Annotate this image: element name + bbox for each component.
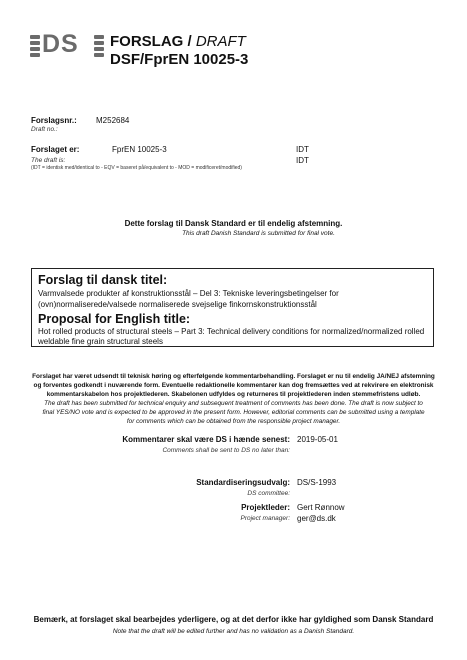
idt-value-2: IDT [296, 156, 309, 165]
manager-label: Projektleder: [241, 503, 290, 512]
title-draft: DRAFT [195, 33, 246, 50]
notice-danish-line-1: Forslaget har været udsendt til teknisk høring og efterfølgende kommentarbehandling. Forslaget er nu til endelig JA/NEJ afstemning [32, 373, 435, 380]
notice-danish-line-2: og forventes godkendt i nuværende form. Eventuelle redaktionelle kommentarer kan dog fremsættes ved at rekvirere en elektronisk [33, 382, 434, 389]
proposal-number-label: Forslagsnr.: [31, 116, 77, 125]
notice-english-line-2: final YES/NO vote and is expected to be approved in the present form. However, editorial comments can be submitted using a template [42, 409, 425, 416]
notice-danish-line-3: kommentarskabelon hos projektlederen. Skabelonen udfyldes og returneres til projektlederen inden stemmefristens udløb. [46, 391, 421, 398]
final-vote-english: This draft Danish Standard is submitted for final vote. [182, 230, 335, 237]
notice-english-line-1: The draft has been submitted for technical enquiry and subsequent treatment of comments has been done. The draft is now subject to [44, 400, 423, 407]
committee-sub: DS committee: [247, 490, 290, 497]
title-prefix: FORSLAG / [110, 33, 196, 50]
notice-english-line-3: for comments which can be obtained from the responsible project manager. [126, 418, 341, 425]
manager-sub: Project manager: [240, 515, 290, 522]
footer-english: Note that the draft will be edited further and has no validation as a Danish Standard. [112, 628, 355, 635]
logo-text: DS [42, 30, 79, 58]
logo-stripes-left [30, 35, 40, 59]
english-title-line-1: Hot rolled products of structural steels – Part 3: Technical delivery conditions for normalized/normalized rolled [38, 327, 425, 336]
final-vote-danish: Dette forslag til Dansk Standard er til endelig afstemning. [124, 219, 343, 228]
manager-email[interactable]: ger@ds.dk [297, 514, 336, 523]
committee-label: Standardiseringsudvalg: [196, 478, 290, 487]
notice-paragraph [20, 372, 447, 426]
danish-title-line-1: Varmvalsede produkter af konstruktionsstål – Del 3: Tekniske leveringsbetingelser for [38, 289, 339, 298]
draft-is-sub: The draft is: [31, 157, 66, 164]
english-title-heading: Proposal for English title: [38, 312, 191, 326]
danish-title-heading: Forslag til dansk titel: [38, 273, 168, 287]
ds-logo [30, 32, 104, 60]
proposal-number-value: M252684 [96, 116, 130, 125]
proposal-number-sub: Draft no.: [31, 126, 58, 133]
equivalence-legend: (IDT = identisk med/identical to - EQV = baseret på/equivalent to - MOD = modificeret/modified) [31, 165, 242, 171]
draft-is-value: FprEN 10025-3 [112, 145, 167, 154]
danish-title-line-2: (ovn)normaliserede/valsede normaliserede svejselige finkornskonstruktionsstål [38, 300, 317, 309]
logo-stripes-right [94, 35, 104, 59]
manager-name: Gert Rønnow [297, 503, 345, 512]
deadline-label: Kommentarer skal være DS i hænde senest: [122, 435, 290, 444]
title-box [31, 268, 434, 347]
draft-is-label: Forslaget er: [31, 145, 80, 154]
english-title-line-2: weldable fine grain structural steels [38, 337, 163, 346]
document-reference: DSF/FprEN 10025-3 [110, 51, 249, 68]
committee-value: DS/S-1993 [297, 478, 337, 487]
idt-value-1: IDT [296, 145, 309, 154]
footer-danish: Bemærk, at forslaget skal bearbejdes yderligere, og at det derfor ikke har gyldighed som Dansk Standard [33, 615, 434, 624]
deadline-value: 2019-05-01 [297, 435, 338, 444]
document-type-heading [110, 33, 246, 50]
deadline-sub: Comments shall be sent to DS no later than: [162, 447, 290, 454]
